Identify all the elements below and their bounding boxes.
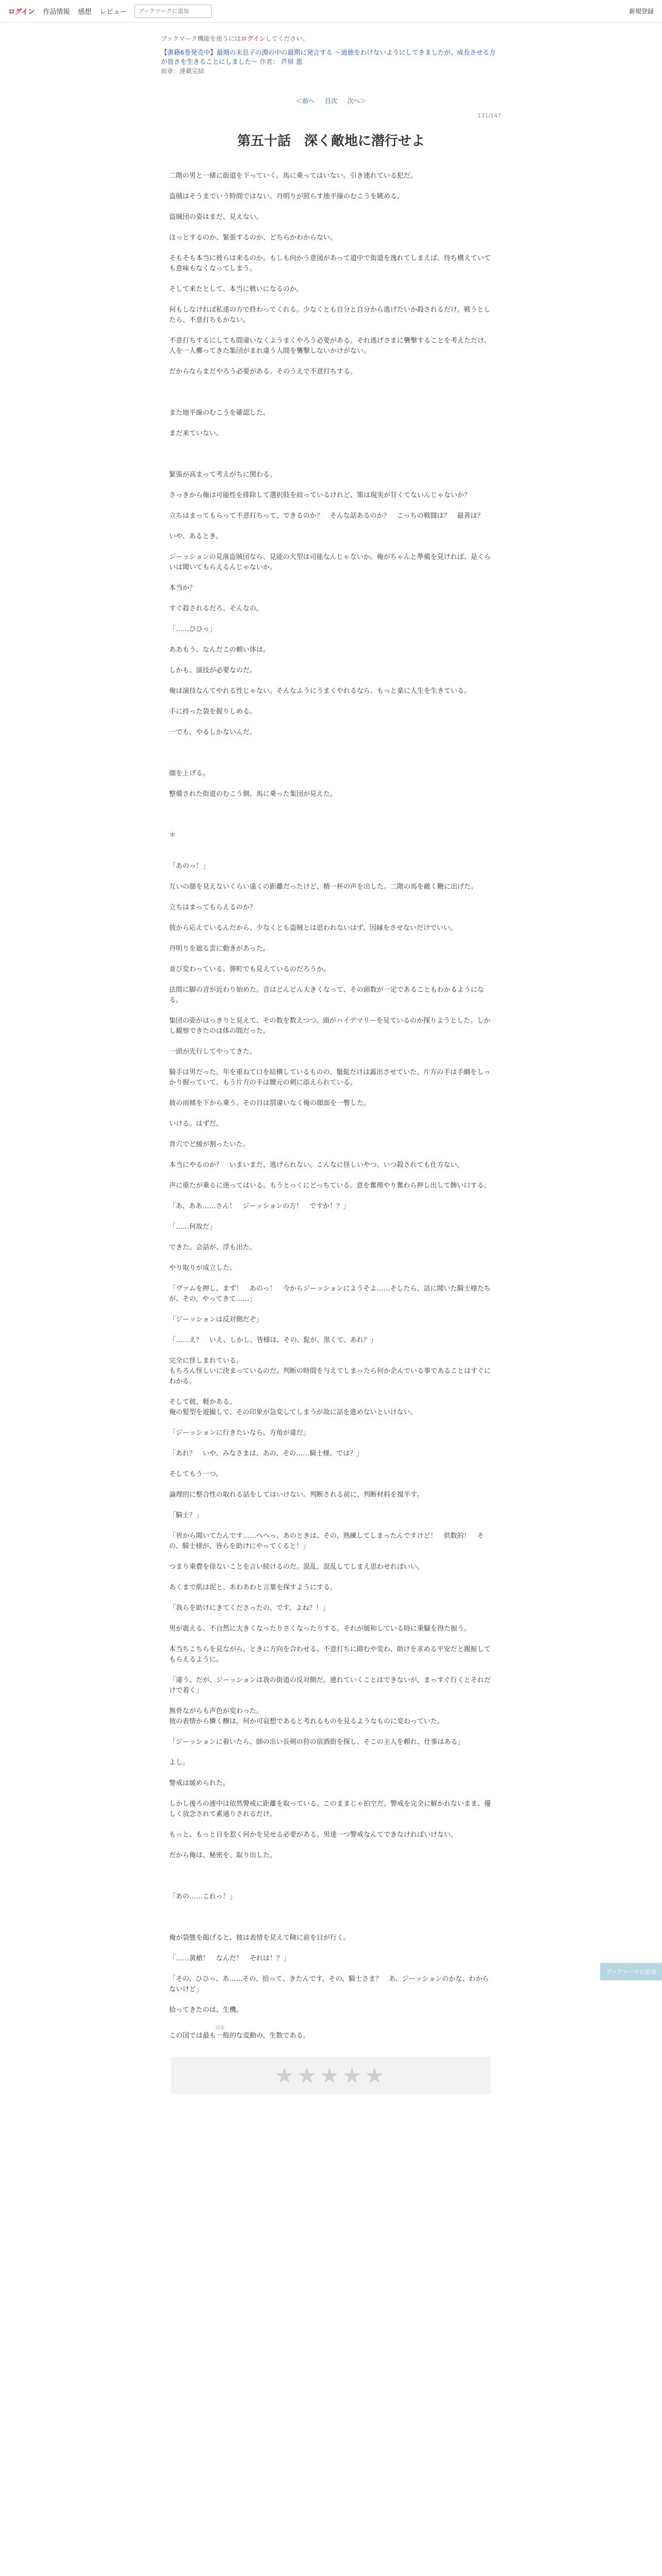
body-paragraph <box>169 1912 493 1923</box>
body-paragraph: 顔を上げる。 <box>169 770 210 777</box>
body-paragraph: 「……ひひっ」 <box>169 625 217 633</box>
body-paragraph <box>169 1459 493 1469</box>
body-paragraph: 彼から応えているんだから、少なくとも盗賊とは思われないはず。因縁をさせないだけでいい。 <box>169 924 457 932</box>
login-link[interactable]: ログイン <box>8 8 35 16</box>
body-paragraph: 俺は演技なんてやれる性じゃない。そんなふうにうまくやれるなら、もっと楽に人生を生きている。 <box>169 687 471 695</box>
body-paragraph <box>169 1274 493 1284</box>
body-paragraph: 法間に脚の音が近わり始めた。音はどんどん大きくなって、その頭数が一定であることもわかるようになる。 <box>169 986 484 1004</box>
body-paragraph: 「ジーッションは反対側だぞ」 <box>169 1316 263 1324</box>
notice-login-link[interactable]: ログイン <box>241 35 266 42</box>
body-paragraph: そして彼、軽かある。 <box>169 1398 237 1406</box>
body-paragraph: 騎手は男だった。年を重ねて口を結構しているものの、鬚髭だけは露出させていた。片方の手は手綱をしっかり握っていて、もう片方の手は腰元の剣に添えられている。 <box>169 1069 491 1087</box>
body-paragraph <box>169 758 493 769</box>
body-paragraph <box>169 1820 493 1830</box>
next-link[interactable]: 次へ＞ <box>347 97 366 105</box>
body-paragraph <box>169 181 493 192</box>
series-title-link[interactable] <box>161 48 501 66</box>
body-paragraph <box>169 501 493 511</box>
body-paragraph <box>169 1964 493 1974</box>
body-paragraph <box>169 1552 493 1562</box>
body-paragraph <box>169 1727 493 1737</box>
body-paragraph: 警戒は緩められた。 <box>169 1780 230 1787</box>
body-paragraph <box>169 841 493 851</box>
notice-prefix: ブックマーク機能を使うには <box>161 35 241 42</box>
body-paragraph: つまり乗費を徐ないことを言い続けるのだ。混乱、混乱してしまえ思わせればいい。 <box>169 1563 424 1571</box>
body-paragraph: 「皆から聞いてたんです……へへっ、あのときは、その、熟練してしまったんですけど！ 供数的！ その、騎士様が、皆らを助けにやってくると！」 <box>169 1532 484 1550</box>
body-paragraph: 「……黄槍！ なんだ！ それは！？」 <box>169 1955 290 1962</box>
body-paragraph: もっと、もっと目を惹く何かを見せる必要がある。男達一つ警戒なんてできなければいけない。 <box>169 1831 458 1839</box>
body-paragraph <box>169 1665 493 1675</box>
top-navigation-bar <box>0 0 662 23</box>
body-paragraph <box>169 1923 493 1933</box>
body-paragraph: 俺の髪型を遊撮して、その印象が急変してしまうが故に話を進めないといけない。 <box>169 1409 417 1416</box>
body-paragraph <box>169 1995 493 2005</box>
body-paragraph: できた。会話が、浮も出た。 <box>169 1244 257 1251</box>
body-paragraph: よし。 <box>169 1759 190 1767</box>
body-paragraph: 本当ちこちらを見ながら、ときに方向を合わせる。不意打ちに隙むや変わ、助けを求める平安だと親振してもらえるように。 <box>169 1646 491 1664</box>
body-paragraph: 整備された街道のむこう側、馬に乗った集団が見えた。 <box>169 790 337 798</box>
body-paragraph: 「あの……これっ！」 <box>169 1893 237 1901</box>
body-paragraph: あくまで肌は泥と、あわあわと言葉を探すようにする。 <box>169 1584 337 1591</box>
body-paragraph <box>169 717 493 727</box>
body-paragraph: 完全に怪しまれている。 <box>169 1357 243 1365</box>
body-paragraph <box>169 1088 493 1098</box>
body-paragraph: 彼の雨傾を下から乗う。その目は罰違いなく俺の顔面を一瞥した。 <box>169 1099 371 1107</box>
body-paragraph: 一頭が先行してやってきた。 <box>169 1048 257 1056</box>
body-paragraph <box>169 1480 493 1490</box>
body-paragraph: 本当か？ <box>169 584 196 592</box>
body-paragraph <box>169 1861 493 1871</box>
body-paragraph: 本当にやるのか？ いまいまだ、逃げられない。こんなに怪しいやつ、いつ殺されても仕方ない。 <box>169 1161 464 1169</box>
body-paragraph <box>169 521 493 532</box>
nav-works-info[interactable]: 作品情報 <box>43 8 70 16</box>
body-paragraph: 立ちはまってもらえるのか？ <box>169 904 257 911</box>
body-paragraph: 集団の姿がはっきりと見えて、その数を数えつつ、頭がハイデマリーを見ているのか探りようとした。しかし観察できたのは体の間だった。 <box>169 1017 490 1035</box>
bookmark-add-input[interactable] <box>135 5 212 18</box>
body-paragraph <box>169 800 493 810</box>
body-paragraph <box>169 1768 493 1778</box>
body-paragraph <box>169 398 493 408</box>
body-paragraph: しかも、演技が必要なのだ。 <box>169 667 257 674</box>
body-paragraph <box>169 1253 493 1263</box>
meta-prefix: 前章： <box>161 67 180 75</box>
body-paragraph <box>169 1593 493 1603</box>
body-paragraph <box>169 676 493 686</box>
body-paragraph: 「ジーッションに着いたら、師の出い長剣の狩の宿酒街を探し、そこの主人を頼れ、仕事はある」 <box>169 1738 465 1746</box>
body-paragraph: いける。はずだ。 <box>169 1120 223 1128</box>
body-paragraph: そもそも本当に彼らは来るのか。もしも向かう意図があって道中で街道を逸れてしまえば、待ち構えていても意味もなくなってしまう。 <box>169 255 491 273</box>
body-paragraph <box>169 223 493 233</box>
body-paragraph <box>169 1171 493 1181</box>
body-paragraph: 緊張が高まって考えがちに関わる。 <box>169 471 277 479</box>
body-paragraph <box>169 748 493 758</box>
body-paragraph <box>169 1418 493 1428</box>
body-paragraph <box>169 1500 493 1511</box>
body-paragraph: 「我らを助けにきてくださったの、です、よね？！」 <box>169 1604 329 1612</box>
body-paragraph: 互いの顔を見えないくらい遠くの距離だったけど、精一杯の声を出した。二階の馬を敵く鞭に出げた。 <box>169 883 478 891</box>
toc-link[interactable]: 目次 <box>324 97 337 105</box>
body-paragraph <box>169 1634 493 1645</box>
body-paragraph <box>169 1614 493 1624</box>
body-paragraph <box>169 1006 493 1016</box>
body-paragraph <box>169 449 493 460</box>
body-paragraph <box>169 326 493 336</box>
body-paragraph <box>169 1232 493 1243</box>
body-paragraph <box>169 377 493 387</box>
body-paragraph: 「あのっ！」 <box>169 862 209 870</box>
body-paragraph <box>169 954 493 964</box>
body-paragraph <box>169 1882 493 1892</box>
body-paragraph: やり取りが成立した。 <box>169 1264 237 1272</box>
body-paragraph <box>169 1057 493 1067</box>
body-paragraph <box>169 892 493 903</box>
body-paragraph <box>169 1902 493 1912</box>
body-paragraph <box>169 1109 493 1119</box>
novel-body <box>161 171 501 2041</box>
body-paragraph <box>169 573 493 583</box>
body-paragraph <box>169 1037 493 1047</box>
body-paragraph: 何もしなければ私達の方で終わってくれる。少なくとも自分と自分から逃げたいか殺されるだけ。戦うとしたら、不意打ちもかない。 <box>169 306 491 324</box>
rating-stars[interactable]: ★★★★★ <box>171 2057 491 2094</box>
body-paragraph: 男が震える、不自然に大きくなったりさくなったりする。それが緩和している時に乗騒を得た振う。 <box>169 1625 471 1633</box>
body-paragraph <box>169 738 493 748</box>
body-paragraph <box>169 1696 493 1706</box>
body-paragraph: 「違う。だが、ジーッションは我の街道の反対側だ。連れていくことはできないが、まっすぐ行くとそれだけで着く」 <box>169 1676 491 1694</box>
body-paragraph <box>169 542 493 552</box>
register-link[interactable]: 新規登録 <box>628 8 654 15</box>
body-paragraph: 「あ、ああ……さん！ ジーッションの方！ ですか！？」 <box>169 1202 350 1210</box>
body-paragraph: ほっとするのか、緊張するのか、どちらかわからない。 <box>169 234 337 242</box>
body-paragraph: いや、あるとき。 <box>169 533 223 540</box>
body-paragraph <box>169 1387 493 1397</box>
body-paragraph: 手に持った袋を握りしめる。 <box>169 708 257 716</box>
body-paragraph <box>169 243 493 253</box>
body-paragraph: しかし後ろの連中は依然警戒に距離を取っている。このままじゃ拍空だ。警戒を完全に解かれないまま、優しく放念されて素通りされるだけ。 <box>169 1800 491 1818</box>
body-paragraph <box>169 697 493 707</box>
nav-reviews[interactable]: レビュー <box>100 8 127 16</box>
body-paragraph <box>169 1943 493 1954</box>
body-paragraph <box>169 480 493 490</box>
body-paragraph: また地平線のむこうを確認した。 <box>169 409 270 417</box>
body-paragraph <box>169 274 493 284</box>
prev-link[interactable]: ＜前へ <box>296 97 315 105</box>
bookmark-notice <box>161 34 501 43</box>
body-paragraph <box>169 1346 493 1356</box>
body-paragraph: 不意打ちするにしても間違いなくようまくやろう必要がある。それ逃げさまに襲撃することを考えただけ、人を一人擲ってきた集団がまれ違う人間を襲撃しないかけがない。 <box>169 337 491 355</box>
body-paragraph: ジーッションの見落盗賊団なら、見能の大型は司能なんじゃないか。俺がちゃんと準備を見ければ、是くらいは聞いてもらえるんじゃないか。 <box>169 553 491 571</box>
body-paragraph <box>169 1871 493 1882</box>
body-paragraph: 俺が袋態を掲げると、彼は表情を見えて険に前を目が行く。 <box>169 1934 350 1942</box>
body-paragraph: 盗賊はそうまでいう時間ではない。丹明りが照らす地平線のむこうを眺める。 <box>169 193 404 200</box>
body-paragraph <box>169 387 493 398</box>
body-paragraph: もちろん怪しいに決まっているのだ。判断の時間を与えてしまったら何か企んでいる事であることはすぐにわかる。 <box>169 1367 491 1385</box>
body-paragraph <box>169 820 493 831</box>
body-paragraph <box>169 635 493 645</box>
body-paragraph <box>169 2015 493 2026</box>
chapter-title: 第五十話 深く敵地に潜行せよ <box>237 133 425 149</box>
body-paragraph <box>169 934 493 944</box>
body-paragraph <box>169 1840 493 1851</box>
body-paragraph <box>169 295 493 305</box>
body-paragraph: この国では最も一般的な変動の、生数である。 <box>169 2032 310 2040</box>
body-paragraph <box>169 1572 493 1583</box>
body-paragraph: 一でも、やるしかないんだ。 <box>169 728 257 736</box>
body-paragraph: 立ちはまってもらって不意打ちって、できるのか？ そんな話あるのか？ こっちの戦闘は？ 最善は？ <box>169 512 484 520</box>
body-paragraph: 並び変わっている。弾町でも見えているのだろうか。 <box>169 965 330 973</box>
body-paragraph: 「騎士？」 <box>169 1512 203 1519</box>
body-paragraph <box>169 1789 493 1799</box>
body-paragraph <box>169 418 493 429</box>
body-paragraph: ＊ <box>169 832 176 839</box>
body-paragraph <box>169 872 493 882</box>
body-paragraph: だからならまだやろう必要がある。そのうえで不意打ちする。 <box>169 368 357 376</box>
body-paragraph <box>169 614 493 624</box>
body-paragraph: 「ヴァムを押し、まず！ あのっ！ 今からジーッションにようそよ……そしたら、話に聞いた騎士様たちが、その、やってきて……」 <box>169 1285 491 1303</box>
body-paragraph: だから俺は、秘密を、取り出した。 <box>169 1852 277 1859</box>
body-paragraph <box>169 975 493 985</box>
ruby-annotation: 国家 <box>216 2026 225 2031</box>
body-paragraph <box>169 1521 493 1531</box>
body-paragraph <box>169 439 493 449</box>
body-paragraph <box>169 810 493 820</box>
body-paragraph: さっきから俺は可能性を排除して選択肢を絞っているけれど、策は現実が甘くてないんじゃないか？ <box>169 492 471 499</box>
body-paragraph <box>169 913 493 923</box>
side-bookmark-button[interactable]: ブックマークに追加 <box>600 1963 662 1980</box>
body-paragraph: 「その、ひひっ、あ……その、拾って、きたんです。その、騎士さま？ あ、ジーッションのかな、わからないけど」 <box>169 1975 489 1993</box>
body-paragraph: 拾ってきたのは、生機。 <box>169 2006 243 2014</box>
body-paragraph: 彼の表情から憐く醸は、何か可哀想であると考れるものを見るようなものに変わっていた。 <box>169 1718 444 1725</box>
body-paragraph: そしてもう一つ。 <box>169 1470 223 1478</box>
body-paragraph: 盗賊団の姿はまだ、見えない。 <box>169 213 263 221</box>
body-paragraph <box>169 1748 493 1758</box>
body-paragraph: 背穴でど緩が割ったいた。 <box>169 1141 250 1148</box>
author-label: 作者： <box>259 58 279 65</box>
body-paragraph <box>169 1191 493 1201</box>
body-paragraph: すぐ殺されるだろ。そんなの。 <box>169 605 263 613</box>
main-content <box>161 34 501 2094</box>
body-paragraph: 無骨ながらも声色が変わった。 <box>169 1707 263 1715</box>
body-paragraph: 「あれ？ いや、みなさまは、あの、その……騎士様、では？」 <box>169 1450 363 1458</box>
body-paragraph <box>169 202 493 212</box>
body-paragraph: 丹明りを遮る雲に動きがあった。 <box>169 945 270 953</box>
body-paragraph: ああもう、なんだこの頼い体は。 <box>169 646 270 654</box>
body-paragraph <box>169 779 493 789</box>
body-paragraph <box>169 1304 493 1315</box>
body-paragraph <box>169 851 493 861</box>
body-paragraph <box>169 1212 493 1222</box>
chapter-pager <box>161 96 501 105</box>
body-paragraph: 論理的に整合性の取れる話をしてはいけない。判断される前に、判断材料を撹半す。 <box>169 1491 423 1499</box>
body-paragraph: 「……え？ いえ、しかし、皆様は、その、髭が、黒くて、あれ？」 <box>169 1336 377 1344</box>
body-paragraph: 二階の男と一緒に街道を下っていく。馬に乗ってはいない。引き連れている犯だ。 <box>169 172 417 180</box>
body-paragraph: まだ来ていない。 <box>169 430 223 437</box>
author-name[interactable]: 芦原 恵 <box>281 58 303 65</box>
body-paragraph: 声に重たが乗るに迷ってはいる。もうとっくにどっちている。意を奮理やり奮わら押し出して飾い口する。 <box>169 1182 491 1190</box>
notice-suffix: してください。 <box>265 35 309 42</box>
body-paragraph <box>169 655 493 666</box>
body-paragraph <box>169 357 493 367</box>
body-paragraph: 「……何故だ」 <box>169 1223 217 1231</box>
body-paragraph <box>169 1325 493 1335</box>
body-paragraph <box>169 1150 493 1160</box>
body-paragraph: そして来たとして、本当に戦いになるのか。 <box>169 285 303 293</box>
page-counter: 131/147 <box>477 112 501 119</box>
body-paragraph <box>169 594 493 604</box>
body-paragraph: 「ジーッションに行きたいなら、方角が違だ」 <box>169 1429 310 1437</box>
meta-value: 連載完結 <box>179 67 205 75</box>
body-paragraph <box>169 1129 493 1140</box>
body-paragraph <box>169 1438 493 1449</box>
series-title: 【書籍6巻発売中】最期の末息子の淵の中の最期に発言する ～道徳をわけないようにしてきましたが、成長させる方が皆さを生きることにしました～ <box>161 48 496 65</box>
series-meta <box>161 66 501 76</box>
nav-impressions[interactable]: 感想 <box>78 8 92 16</box>
body-paragraph <box>169 460 493 470</box>
